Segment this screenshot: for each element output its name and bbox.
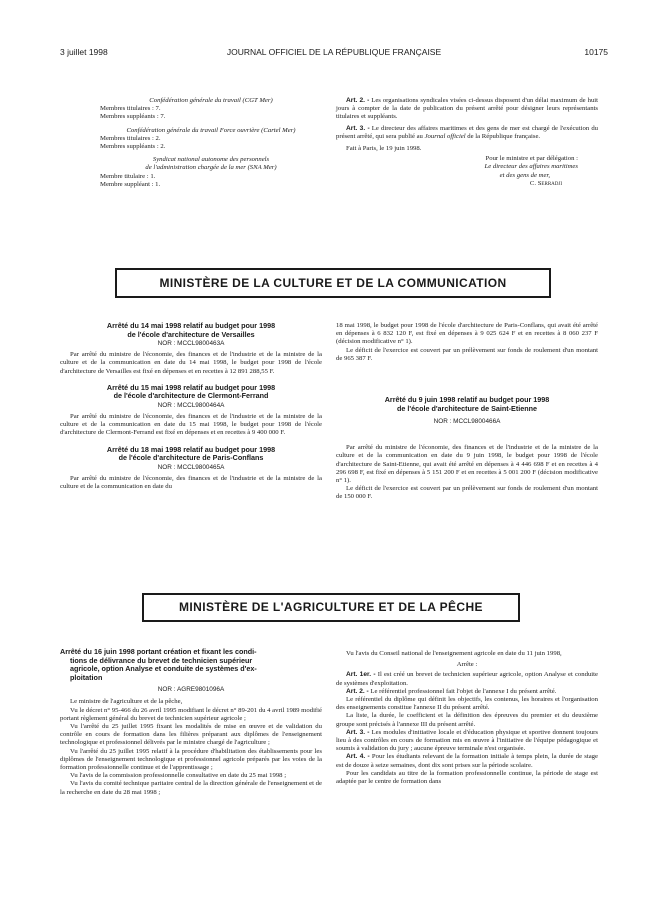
arrete-clermont-title-2: de l'école d'architecture de Clermont-Ferrand bbox=[113, 391, 269, 401]
bts-vu-comite: Vu l'avis du comité technique paritaire central de la direction générale de l'enseignement et de la recherche en date du 28 mai 1998 ; bbox=[60, 780, 322, 796]
committee-members bbox=[100, 97, 322, 189]
org-cgt-titulaires: Membres titulaires : 7. bbox=[100, 105, 161, 113]
arrete-bts-title-2: tions de délivrance du brevet de technicien supérieur bbox=[70, 655, 253, 665]
signature-line-2: Le directeur des affaires maritimes bbox=[484, 163, 578, 171]
header-journal-title: JOURNAL OFFICIEL DE LA RÉPUBLIQUE FRANÇAISE bbox=[226, 47, 442, 57]
arrete-versailles-title-2: de l'école d'architecture de Versailles bbox=[127, 329, 255, 339]
arrete-bts-title-1: Arrêté du 16 juin 1998 portant création et fixant les condi- bbox=[60, 647, 257, 656]
bts-article-1: Art. 1er. - Il est créé un brevet de technicien supérieur agricole, option Analyse et conduite de systèmes d'exploitation. bbox=[336, 671, 598, 687]
culture-left-column bbox=[60, 322, 322, 491]
org-sna-line1: Syndicat national autonome des personnels bbox=[152, 156, 270, 164]
arrete-bts-title-3: agricole, option Analyse et conduite de systèmes d'ex- bbox=[70, 664, 257, 674]
org-fo-cartel: Confédération générale du travail Force ouvrière (Cartel Mer) bbox=[126, 126, 296, 134]
arrete-saint-etienne-nor: NOR : MCCL9800466A bbox=[433, 418, 501, 426]
ministry-banner-agriculture: MINISTÈRE DE L'AGRICULTURE ET DE LA PÊCHE bbox=[142, 593, 520, 622]
article-3: Art. 3. - Le directeur des affaires maritimes et des gens de mer est chargé de l'exécution du présent arrêté, qui sera publié au Journal officiel de la République française. bbox=[336, 124, 599, 140]
agriculture-left-column bbox=[60, 648, 322, 797]
bts-arrete: Arrête : bbox=[456, 661, 478, 669]
arrete-clermont-title-1: Arrêté du 15 mai 1998 relatif au budget pour 1998 bbox=[106, 382, 276, 392]
page-header bbox=[60, 47, 608, 59]
fait-a-paris: Fait à Paris, le 19 juin 1998. bbox=[346, 145, 422, 153]
arrete-conflans-deficit: Le déficit de l'exercice est couvert par un prélèvement sur fonds de roulement d'un montant de 965 387 F. bbox=[336, 346, 598, 362]
agriculture-right-column bbox=[336, 650, 598, 786]
bts-article-2: Art. 2. - Le référentiel professionnel fait l'objet de l'annexe I du présent arrêté. bbox=[346, 687, 557, 695]
bts-article-2-epreuves: La liste, la durée, le coefficient et la définition des épreuves du premier et du deuxième groupe sont précisés à l'annexe III du présent arrêté. bbox=[336, 712, 598, 728]
org-cgt-mer: Confédération générale du travail (CGT Mer) bbox=[149, 97, 273, 104]
bts-minister: Le ministre de l'agriculture et de la pêche, bbox=[70, 698, 183, 706]
arrete-bts-title-4: ploitation bbox=[70, 672, 103, 682]
arrete-saint-etienne-text: Par arrêté du ministre de l'économie, des finances et de l'industrie et de la ministre de la culture et de la communication en date du 9 juin 1998, le budget pour 1998 de l'école d'architecture de Saint-Etienne, qui avait été arrêté en dépenses à 4 446 698 F et en recettes à 4 296 698 F, est fixé en dépenses à 5 151 200 F et en recettes à 5 001 200 F (décision modificative n° 1). bbox=[336, 444, 598, 485]
signature-line-3: et des gens de mer, bbox=[499, 171, 550, 179]
arrete-conflans-title-2: de l'école d'architecture de Paris-Conflans bbox=[118, 453, 264, 463]
bts-vu-arrete-habilitation: Vu l'arrêté du 25 juillet 1995 relatif à la procédure d'habilitation des établissements pour les diplômes de l'enseignement technologique et professionnel agricole préparés par les voies de la formation professionnelle continue et de l'apprentissage ; bbox=[60, 747, 322, 771]
signature-name: C. Serradji bbox=[529, 179, 562, 187]
arrete-conflans-text: Par arrêté du ministre de l'économie, des finances et de l'industrie et de la ministre de la culture et de la communication en date du bbox=[60, 474, 322, 490]
culture-right-column bbox=[336, 322, 598, 502]
arrete-conflans-nor: NOR : MCCL9800465A bbox=[157, 463, 225, 471]
header-date: 3 juillet 1998 bbox=[60, 47, 108, 57]
bts-vu-conseil: Vu l'avis du Conseil national de l'enseignement agricole en date du 11 juin 1998, bbox=[346, 650, 562, 657]
arrete-versailles-nor: NOR : MCCL9800463A bbox=[157, 340, 225, 348]
bts-article-2-referentiel: Le référentiel du diplôme qui définit les objectifs, les contenus, les horaires et l'organisation des enseignements constitue l'annexe II du présent arrêté. bbox=[336, 696, 598, 712]
arrete-clermont-nor: NOR : MCCL9800464A bbox=[157, 401, 225, 409]
arrete-saint-etienne-deficit: Le déficit de l'exercice est couvert par un prélèvement sur fonds de roulement d'un montant de 150 000 F. bbox=[336, 485, 598, 501]
bts-article-4-continue: Pour les candidats au titre de la formation professionnelle continue, la période de stage est adaptée par le centre de formation dans bbox=[336, 769, 598, 786]
arrete-conflans-title-1: Arrêté du 18 mai 1998 relatif au budget pour 1998 bbox=[106, 444, 276, 454]
arrete-versailles-text: Par arrêté du ministre de l'économie, des finances et de l'industrie et de la ministre de la culture et de la communication en date du 14 mai 1998, le budget pour 1998 de l'école d'architecture de Versailles est fixé en dépenses et en recettes à 12 891 288,55 F. bbox=[60, 351, 322, 375]
signature-line-1: Pour le ministre et par délégation : bbox=[485, 155, 578, 163]
top-right-articles bbox=[336, 97, 598, 188]
org-fo-suppleants: Membres suppléants : 2. bbox=[100, 143, 166, 151]
bts-article-3: Art. 3. - Les modules d'initiative locale et d'éducation physique et sportive donnent toujours lieu à des contrôles en cours de formation mis en œuvre à l'initiative de l'équipe pédagogique et soumis à validation du jury ; aucune épreuve terminale n'est organisée. bbox=[336, 728, 599, 753]
org-sna-suppleant: Membre suppléant : 1. bbox=[100, 180, 161, 188]
arrete-saint-etienne-title-1: Arrêté du 9 juin 1998 relatif au budget pour 1998 bbox=[384, 395, 550, 405]
bts-vu-arrete-controle: Vu l'arrêté du 25 juillet 1995 fixant les modalités de mise en œuvre et de validation du contrôle en cours de formation dans les filières préparant aux diplômes de l'enseignement technologique et professionnel délivrés par le ministre chargé de l'agriculture ; bbox=[60, 722, 322, 747]
org-fo-titulaires: Membres titulaires : 2. bbox=[100, 134, 161, 142]
arrete-conflans-continued: 18 mai 1998, le budget pour 1998 de l'école d'architecture de Paris-Conflans, qui avait été arrêté en dépenses à 6 832 120 F, est fixé en dépenses à 9 025 624 F et en recettes à 8 060 237 F (décision modificative n° 1). bbox=[336, 322, 598, 346]
header-page-number: 10175 bbox=[584, 47, 608, 57]
bts-vu-commission: Vu l'avis de la commission professionnelle consultative en date du 25 mai 1998 ; bbox=[70, 772, 287, 780]
org-sna-titulaire: Membre titulaire : 1. bbox=[100, 172, 156, 180]
arrete-versailles-title-1: Arrêté du 14 mai 1998 relatif au budget pour 1998 bbox=[106, 321, 276, 330]
arrete-bts-nor: NOR : AGRE9801096A bbox=[157, 686, 225, 694]
ministry-banner-culture: MINISTÈRE DE LA CULTURE ET DE LA COMMUNICATION bbox=[115, 268, 551, 298]
arrete-clermont-text: Par arrêté du ministre de l'économie, des finances et de l'industrie et de la ministre de la culture et de la communication en date du 15 mai 1998, le budget pour 1998 de l'école d'architecture de Clermont-Ferrand est fixé en dépenses et en recettes à 9 400 000 F. bbox=[60, 412, 322, 437]
org-cgt-suppleants: Membres suppléants : 7. bbox=[100, 113, 166, 121]
org-sna-line2: de l'administration chargée de la mer (SNA Mer) bbox=[145, 164, 277, 172]
bts-article-4: Art. 4. - Pour les étudiants relevant de la formation initiale à temps plein, la durée de stage est de douze à seize semaines, dont dix sont prises sur la période scolaire. bbox=[336, 753, 598, 769]
arrete-saint-etienne-title-2: de l'école d'architecture de Saint-Etienne bbox=[396, 403, 538, 413]
article-2: Art. 2. - Les organisations syndicales visées ci-dessus disposent d'un délai maximum de huit jours à compter de la date de publication du présent arrêté pour désigner leurs représentants titulaires et suppléants. bbox=[336, 97, 598, 121]
bts-vu-decret: Vu le décret n° 95-466 du 26 avril 1995 modifiant le décret n° 89-201 du 4 avril 1989 modifié portant règlement général du brevet de technicien supérieur agricole ; bbox=[60, 706, 322, 722]
